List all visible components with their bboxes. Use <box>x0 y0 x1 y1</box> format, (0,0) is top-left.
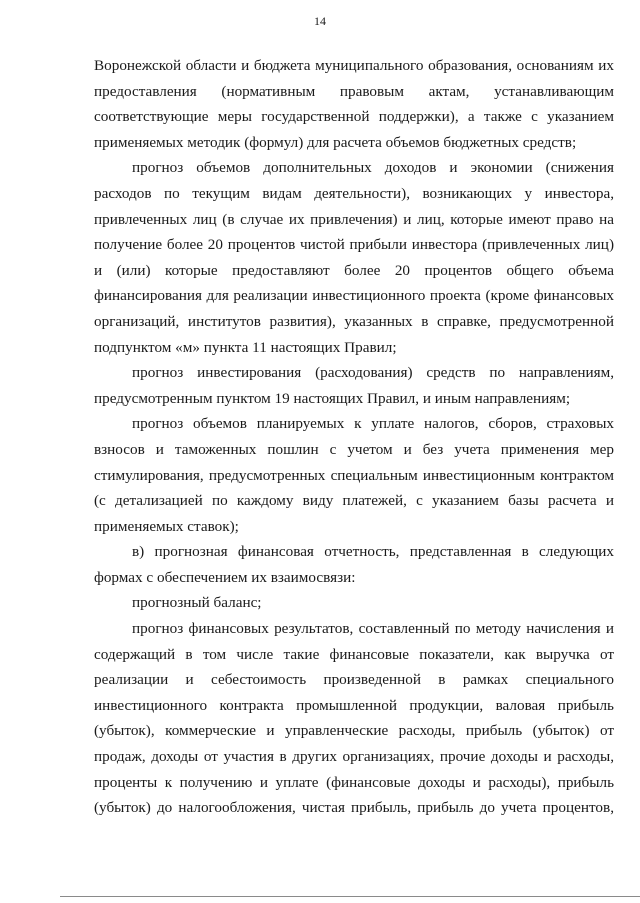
paragraph-first-line: прогнозный баланс; <box>132 594 262 612</box>
text-line: продаж, доходы от участия в других организациях, прочие доходы и расходы, <box>94 748 614 766</box>
text-line: получение более 20 процентов чистой прибыли инвестора (привлеченных лиц) <box>94 236 614 254</box>
paragraph-first-line: в) прогнозная финансовая отчетность, представленная в следующих <box>132 543 614 561</box>
text-line: взносов и таможенных пошлин с учетом и без учета применения мер <box>94 440 614 458</box>
text-line: предоставления (нормативным правовым актам, устанавливающим <box>94 82 614 100</box>
text-line: проценты к получению и уплате (финансовые доходы и расходы), прибыль <box>94 773 614 791</box>
text-line: применяемых методик (формул) для расчета объемов бюджетных средств; <box>94 133 577 151</box>
text-line: стимулирования, предусмотренных специальным инвестиционным контрактом <box>94 466 614 484</box>
text-line: расходов по текущим видам деятельности), возникающих у инвестора, <box>94 184 614 202</box>
text-line: содержащий в том числе такие финансовые показатели, как выручка от <box>94 645 614 663</box>
text-line: предусмотренным пунктом 19 настоящих Правил, и иным направлениям; <box>94 389 571 407</box>
text-line: реализации и себестоимость произведенной в рамках специального <box>94 671 614 689</box>
text-line: привлеченных лиц (в случае их привлечения) и лиц, которые имеют право на <box>94 210 614 228</box>
text-line: (убыток) до налогообложения, чистая прибыль, прибыль до учета процентов, <box>94 799 614 817</box>
text-line: финансирования для реализации инвестиционного проекта (кроме финансовых <box>94 287 614 305</box>
paragraph-first-line: прогноз инвестирования (расходования) средств по направлениям, <box>132 364 614 382</box>
paragraph-first-line: прогноз объемов планируемых к уплате налогов, сборов, страховых <box>132 415 614 433</box>
text-line: инвестиционного контракта промышленной продукции, валовая прибыль <box>94 696 614 714</box>
text-line: организаций, институтов развития), указанных в справке, предусмотренной <box>94 312 614 330</box>
text-line: Воронежской области и бюджета муниципального образования, основаниям их <box>94 57 614 74</box>
text-line: (убыток), коммерческие и управленческие расходы, прибыль (убыток) от <box>94 722 614 740</box>
paragraph-first-line: прогноз финансовых результатов, составленный по методу начисления и <box>132 620 614 638</box>
text-line: подпунктом «м» пункта 11 настоящих Правил; <box>94 338 397 356</box>
text-line: и (или) которые предоставляют более 20 процентов общего объема <box>94 261 614 279</box>
paragraph-first-line: прогноз объемов дополнительных доходов и экономии (снижения <box>132 159 614 177</box>
document-body <box>94 53 614 821</box>
text-line: соответствующие меры государственной поддержки), а также с указанием <box>94 108 614 126</box>
text-line: формах с обеспечением их взаимосвязи: <box>94 568 356 586</box>
text-line: применяемых ставок); <box>94 517 239 535</box>
text-line: (с детализацией по каждому виду платежей, с указанием базы расчета и <box>94 492 614 510</box>
page-number: 14 <box>314 14 326 28</box>
scan-edge-line <box>60 896 640 897</box>
